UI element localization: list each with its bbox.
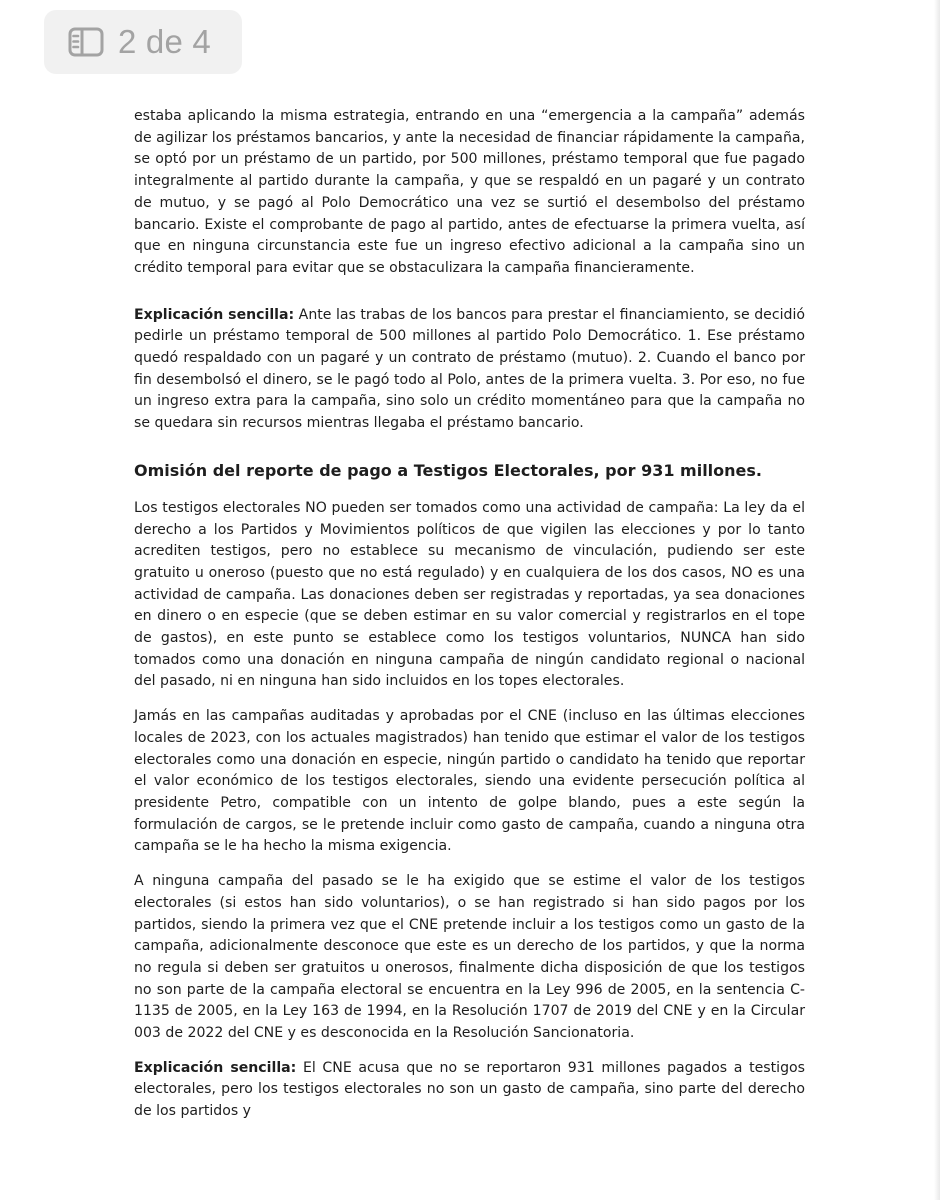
explanation-label: Explicación sencilla: [134,1059,297,1076]
paragraph-audited-campaigns: Jamás en las campañas auditadas y aprobadas por el CNE (incluso en las últimas elecciones locales de 2023, con los actuales magistrados) han tenido que estimar el valor de los testigos electorales como una donación en especie, ningún partido o candidato ha tenido que reportar el valor económico de los testigos electorales, siendo una evidente persecución política al presidente Petro, compatible con un intento de golpe blando, pues a este según la formulación de cargos, se le pretende incluir como gasto de campaña, cuando a ninguna otra campaña se le ha hecho la misma exigencia. [134,708,805,855]
paragraph-witnesses-not-campaign: Los testigos electorales NO pueden ser tomados como una actividad de campaña: La ley da el derecho a los Partidos y Movimientos políticos de que vigilen las elecciones y por lo tanto acrediten testigos, pero no establece su mecanismo de vinculación, pudiendo ser este gratuito u oneroso (puesto que no está regulado) y en cualquiera de los dos casos, NO es una actividad de campaña. Las donaciones deben ser registradas y reportadas, ya sea donaciones en dinero o en especie (que se deben estimar en su valor comercial y registrarlos en el tope de gastos), en este punto se establece como los testigos voluntarios, NUNCA han sido tomados como una donación en ninguna campaña de ningún candidato regional o nacional del pasado, ni en ninguna han sido incluidos en los topes electorales. [134,499,805,690]
section-heading-witnesses: Omisión del reporte de pago a Testigos Electorales, por 931 millones. [134,460,762,480]
explanation-label: Explicación sencilla: [134,306,295,323]
document-body [134,106,805,1123]
page-indicator[interactable] [44,10,242,74]
paragraph-explanation-witnesses [134,1058,805,1123]
explanation-text: El CNE acusa que no se reportaron 931 millones pagados a testigos electorales, pero los testigos electorales no son un gasto de campaña, sino parte del derecho de los partidos y [134,1059,805,1120]
sidebar-icon[interactable] [68,27,104,57]
page-edge-shadow [934,0,940,1200]
paragraph-explanation-loan [134,305,805,435]
paragraph-loan-strategy: estaba aplicando la misma estrategia, entrando en una “emergencia a la campaña” además de agilizar los préstamos bancarios, y ante la necesidad de financiar rápidamente la campaña, se optó por un préstamo de un partido, por 500 millones, préstamo temporal que fue pagado integralmente al partido durante la campaña, y que se respaldó en un pagaré y un contrato de mutuo, y se pagó al Polo Democrático una vez se surtió el desembolso del préstamo bancario. Existe el comprobante de pago al partido, antes de efectuarse la primera vuelta, así que en ninguna circunstancia este fue un ingreso efectivo adicional a la campaña sino un crédito temporal para evitar que se obstaculizara la campaña financieramente. [134,108,805,276]
paragraph-no-past-requirement: A ninguna campaña del pasado se le ha exigido que se estime el valor de los testigos electorales (si estos han sido voluntarios), o se han registrado si han sido pagos por los partidos, siendo la primera vez que el CNE pretende incluir a los testigos como un gasto de la campaña, adicionalmente desconoce que este es un derecho de los partidos, y que la norma no regula si deben ser gratuitos u onerosos, finalmente dicha disposición de que los testigos no son parte de la campaña electoral se encuentra en la Ley 996 de 2005, en la sentencia C-1135 de 2005, en la Ley 163 de 1994, en la Resolución 1707 de 2019 del CNE y en la Circular 003 de 2022 del CNE y es desconocida en la Resolución Sancionatoria. [134,873,805,1042]
explanation-text: Ante las trabas de los bancos para prestar el financiamiento, se decidió pedirle un préstamo temporal de 500 millones al partido Polo Democrático. 1. Ese préstamo quedó respaldado con un pagaré y un contrato de préstamo (mutuo). 2. Cuando el banco por fin desembolsó el dinero, se le pagó todo al Polo, antes de la primera vuelta. 3. Por eso, no fue un ingreso extra para la campaña, sino solo un crédito momentáneo para que la campaña no se quedara sin recursos mientras llegaba el préstamo bancario. [134,306,805,432]
page-number-label: 2 de 4 [118,23,211,60]
